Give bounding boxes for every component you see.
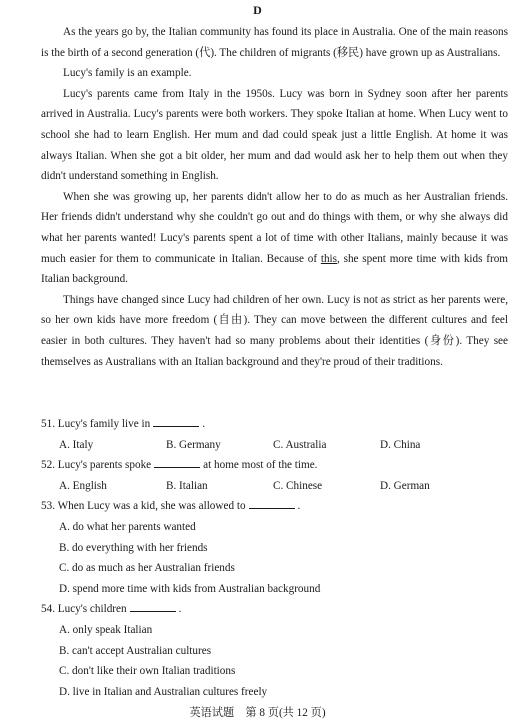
passage-paragraph-4 <box>41 187 508 290</box>
answer-blank <box>249 496 295 509</box>
option-d: D. live in Italian and Australian cultures freely <box>59 685 268 698</box>
passage-paragraph-5: Things have changed since Lucy had children of her own. Lucy is not as strict as her parents were, so her own kids have more freedom (自由). They can move between the different cultures and feel easier in both cultures. They haven't had so many problems about their identities (身份). They see themselves as Australians with an Italian background and they're proud of their traditions. <box>41 293 508 368</box>
question-51-options <box>41 435 508 456</box>
question-52 <box>41 455 508 476</box>
question-52-stem: 52. Lucy's parents spoke <box>41 459 152 472</box>
question-54-stem: 54. Lucy's children <box>41 603 127 616</box>
page-footer: 英语试题 第 8 页(共 12 页) <box>189 707 326 719</box>
question-53-stem: 53. When Lucy was a kid, she was allowed to <box>41 500 246 513</box>
option-c: C. don't like their own Italian traditions <box>59 665 236 678</box>
option-c: C. Australia <box>273 438 327 451</box>
option-b: B. do everything with her friends <box>59 541 208 554</box>
answer-blank <box>153 414 199 427</box>
option-d: D. China <box>380 438 421 451</box>
option-d: D. spend more time with kids from Australian background <box>59 582 321 595</box>
option-d: D. German <box>380 479 430 492</box>
question-52-options <box>41 476 508 497</box>
question-51-stem-end: . <box>202 418 206 430</box>
answer-blank <box>154 455 200 468</box>
question-54-stem-end: . <box>178 603 182 616</box>
option-a: A. only speak Italian <box>59 623 153 636</box>
question-list <box>41 414 508 702</box>
question-53 <box>41 496 508 517</box>
reading-passage <box>41 22 508 372</box>
option-c: C. Chinese <box>273 479 323 492</box>
underlined-word-this: this <box>320 252 338 265</box>
option-a: A. English <box>59 479 107 492</box>
option-b: B. Germany <box>166 438 221 451</box>
passage-paragraph-2: Lucy's family is an example. <box>63 67 192 80</box>
option-a: A. Italy <box>59 438 94 451</box>
option-b: B. Italian <box>166 479 208 492</box>
question-52-stem-end: at home most of the time. <box>203 459 318 472</box>
option-b: B. can't accept Australian cultures <box>59 644 212 657</box>
question-51-stem: 51. Lucy's family live in <box>41 418 151 430</box>
question-53-stem-end: . <box>297 500 301 513</box>
passage-paragraph-1: As the years go by, the Italian community has found its place in Australia. One of the main reasons is the birth of a second generation (代). The children of migrants (移民) have grown up as Australians. <box>41 26 508 59</box>
option-c: C. do as much as her Australian friends <box>59 562 235 575</box>
passage-paragraph-3: Lucy's parents came from Italy in the 1950s. Lucy was born in Sydney soon after her parents arrived in Australia. Lucy's parents were both workers. They spoke Italian at home. When Lucy went to school she had to learn English. Her mum and dad could speak just a little English. At home it was always Italian. When she got a bit older, her mum and dad would ask her to help them out when they didn't understand something in English. <box>41 87 508 183</box>
paragraph-4-text-start: When she was growing up, her parents didn't allow her to do as much as her Australian friends. Her friends didn't understand why she couldn't go out and do things with them, or why she always did what her parents wanted! Lucy's parents spent a lot of time with other Italians, mainly because it was much easier for them to communicate in Italian. Because of <box>41 190 508 265</box>
section-title: D <box>253 3 262 17</box>
option-a: A. do what her parents wanted <box>59 520 196 533</box>
answer-blank <box>130 599 176 612</box>
question-51 <box>41 414 508 435</box>
paragraph-4-text-end: , she spent more time with kids from Italian background. <box>41 252 508 286</box>
question-54 <box>41 599 508 620</box>
